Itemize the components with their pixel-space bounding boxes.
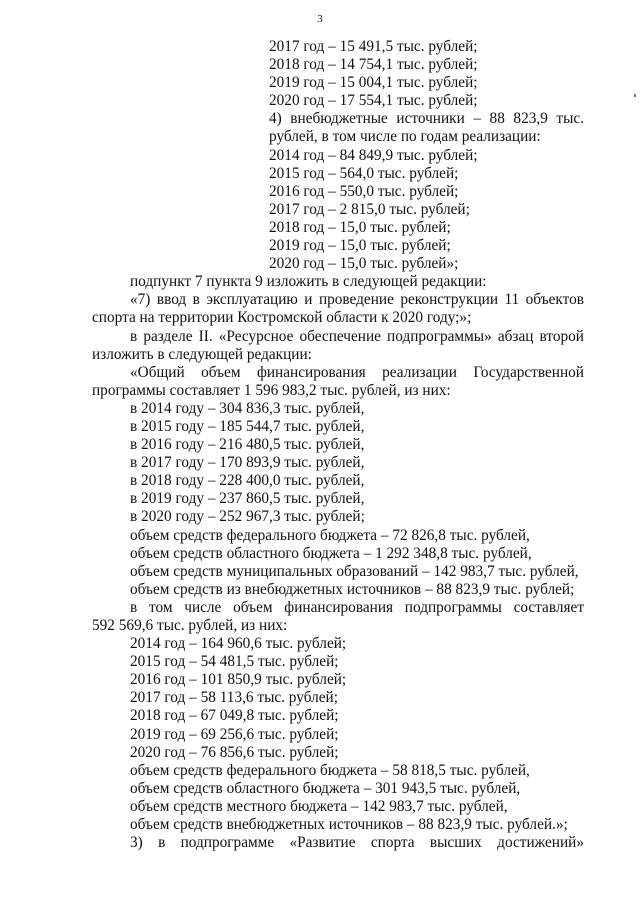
text-line: в 2016 году – 216 480,5 тыс. рублей, (130, 436, 365, 454)
text-line: в 2014 году – 304 836,3 тыс. рублей, (130, 399, 365, 417)
text-line: в 2018 году – 228 400,0 тыс. рублей, (130, 472, 365, 490)
text-line: в том числе объем финансирования подпрограммы составляет (130, 598, 584, 616)
text-line: в 2019 году – 237 860,5 тыс. рублей, (130, 490, 365, 508)
text-line: 2017 год – 2 815,0 тыс. рублей; (269, 200, 470, 218)
text-line: в 2017 году – 170 893,9 тыс. рублей, (130, 454, 365, 472)
text-line: «7) ввод в эксплуатацию и проведение реконструкции 11 объектов (130, 291, 584, 309)
text-line: 4) внебюджетные источники – 88 823,9 тыс. (269, 110, 584, 128)
text-line: 592 569,6 тыс. рублей, из них: (92, 617, 288, 634)
text-line: объем средств из внебюджетных источников – 88 823,9 тыс. рублей; (130, 580, 575, 598)
page-number: 3 (317, 13, 323, 25)
text-line: 2015 год – 54 481,5 тыс. рублей; (130, 653, 339, 671)
text-line: объем средств внебюджетных источников – 88 823,9 тыс. рублей.»; (130, 816, 568, 834)
text-line: объем средств областного бюджета – 301 943,5 тыс. рублей, (130, 779, 521, 797)
text-line: рублей, в том числе по годам реализации: (269, 128, 541, 146)
text-line: 2014 год – 84 849,9 тыс. рублей; (269, 146, 478, 164)
text-line: 2020 год – 76 856,6 тыс. рублей; (130, 743, 339, 761)
text-line: 2017 год – 15 491,5 тыс. рублей; (269, 38, 478, 55)
text-line: объем средств местного бюджета – 142 983,7 тыс. рублей, (130, 797, 508, 815)
document-body (92, 38, 584, 852)
text-line: 3) в подпрограмме «Развитие спорта высших достижений» (130, 834, 584, 852)
text-line: спорта на территории Костромской области к 2020 году;»; (92, 309, 472, 327)
text-line: 2018 год – 67 049,8 тыс. рублей; (130, 707, 339, 725)
text-line: 2020 год – 17 554,1 тыс. рублей; (269, 92, 478, 110)
text-line: объем средств федерального бюджета – 58 818,5 тыс. рублей, (130, 761, 530, 779)
text-line: 2016 год – 101 850,9 тыс. рублей; (130, 671, 347, 689)
scan-edge-mark (634, 94, 636, 97)
text-line: в 2020 году – 252 967,3 тыс. рублей; (130, 508, 365, 526)
text-line: изложить в следующей редакции: (92, 345, 312, 363)
text-line: программы составляет 1 596 983,2 тыс. рублей, из них: (92, 381, 451, 399)
text-line: 2019 год – 15,0 тыс. рублей; (269, 237, 451, 255)
text-line: 2020 год – 15,0 тыс. рублей»; (269, 255, 459, 273)
text-line: объем средств федерального бюджета – 72 826,8 тыс. рублей, (130, 526, 530, 544)
text-line: «Общий объем финансирования реализации Государственной (130, 363, 584, 381)
text-line: 2017 год – 58 113,6 тыс. рублей; (130, 689, 338, 707)
text-line: объем средств областного бюджета – 1 292 348,8 тыс. рублей, (130, 544, 532, 562)
text-line: в 2015 году – 185 544,7 тыс. рублей, (130, 417, 365, 435)
text-line: 2019 год – 15 004,1 тыс. рублей; (269, 74, 478, 92)
text-line: 2019 год – 69 256,6 тыс. рублей; (130, 725, 339, 743)
text-line: подпункт 7 пункта 9 изложить в следующей редакции: (130, 273, 487, 291)
text-line: объем средств муниципальных образований – 142 983,7 тыс. рублей, (130, 562, 579, 580)
text-line: 2015 год – 564,0 тыс. рублей; (269, 164, 459, 182)
text-line: 2018 год – 15,0 тыс. рублей; (269, 218, 451, 236)
text-line: 2014 год – 164 960,6 тыс. рублей; (130, 635, 347, 653)
text-line: 2016 год – 550,0 тыс. рублей; (269, 182, 459, 200)
text-line: 2018 год – 14 754,1 тыс. рублей; (269, 56, 478, 74)
text-line: в разделе II. «Ресурсное обеспечение подпрограммы» абзац второй (130, 327, 584, 345)
